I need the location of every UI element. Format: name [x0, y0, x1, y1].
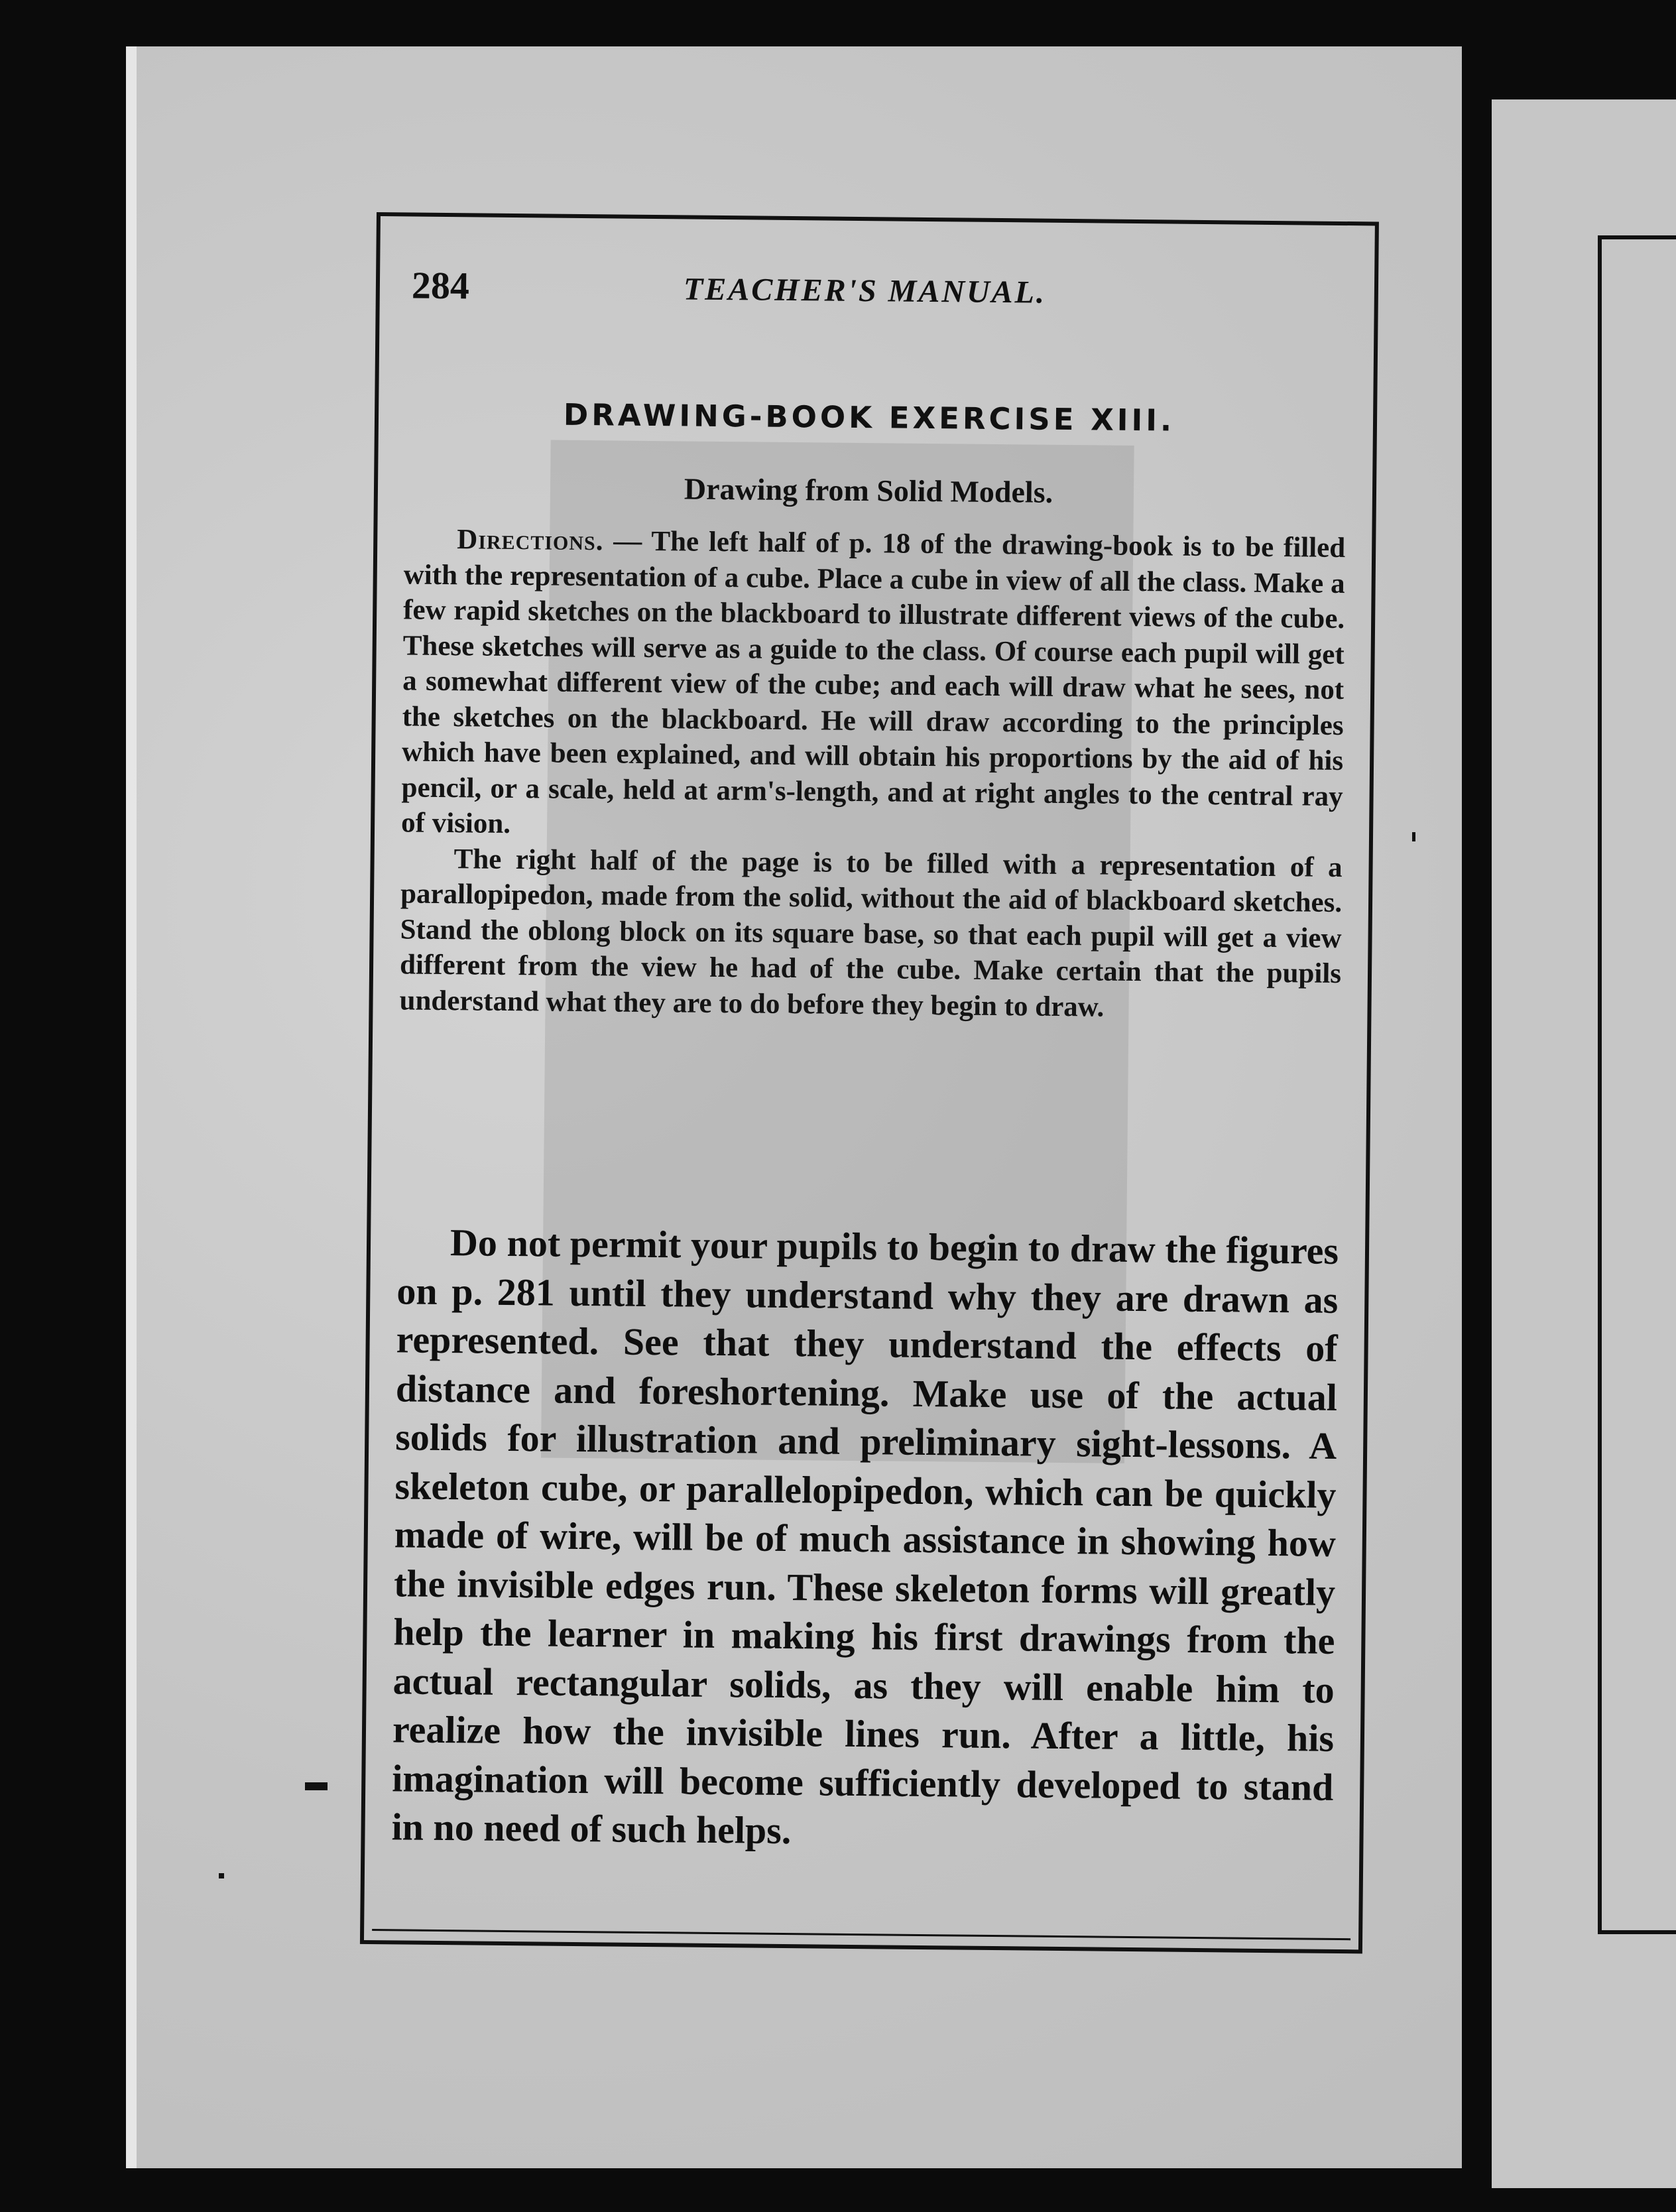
facing-page-frame — [1598, 235, 1676, 1934]
speck — [219, 1873, 224, 1878]
running-head — [411, 263, 1353, 332]
directions-paragraph-2: The right half of the page is to be filled with a representation of a parallopipedon, made from the solid, without the aid of blackboard sketches. Stand the oblong block on its square base, so that each pupil will get a view different from the view he had of the cube. Make certain that the pupils understand what they are to do before they begin to draw. — [399, 843, 1343, 1023]
page-number: 284 — [411, 263, 470, 308]
directions-paragraph-1 — [401, 521, 1346, 849]
directions-block — [399, 521, 1345, 1027]
speck — [1412, 832, 1415, 841]
page-frame — [360, 212, 1379, 1953]
body-paragraph: Do not permit your pupils to begin to draw the figures on p. 281 until they understand why they are drawn as represented. See that they understand the effects of distance and foreshortening. Make use of the actual solids for illustration and preliminary sight-lessons. A skeleton cube, or parallelopipedon, which can be quickly made of wire, will be of much assistance in showing how the invisible edges run. These skeleton forms will greatly help the learner in making his first drawings from the actual rectangular solids, as they will enable him to realize how the invisible lines run. After a little, his imagination will become sufficiently developed to stand in no need of such helps. — [391, 1221, 1339, 1853]
directions-dash: — — [603, 525, 642, 557]
exercise-subheading: Drawing from Solid Models. — [684, 471, 1053, 509]
directions-text-1: The left half of p. 18 of the drawing-book is to be filled with the representation of a cube. Place a cube in view of all the class. Make a few rapid sketches on the blackboard to illustrate different views of the cube. These sketches will serve as a guide to the class. Of course each pupil will get a somewhat different view of the cube; and each will draw what he sees, not the sketches on the blackboard. He will draw according to the principles which have been explained, and will obtain his proportions by the aid of his pencil, or a scale, held at arm's-length, and at right angles to the central ray of vision. — [400, 526, 1346, 839]
directions-label: Directions. — [457, 524, 604, 557]
bottom-rule — [372, 1929, 1350, 1940]
running-title: TEACHER'S MANUAL. — [683, 271, 1047, 310]
margin-mark — [305, 1782, 328, 1790]
exercise-heading: DRAWING-BOOK EXERCISE XIII. — [563, 397, 1175, 438]
page-edge — [126, 46, 137, 2168]
body-text — [391, 1217, 1339, 1860]
